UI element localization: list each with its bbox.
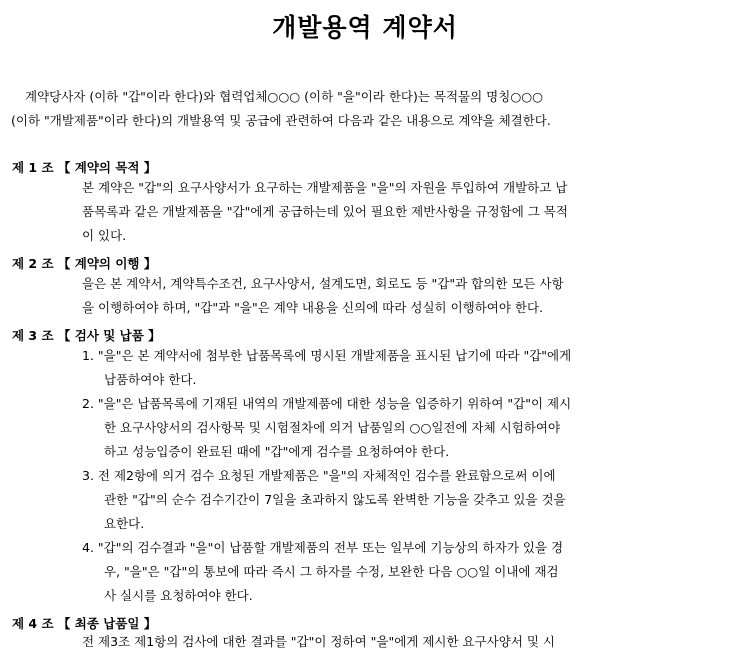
article-3-item-cont: 하고 성능입증이 완료된 때에 "갑"에게 검수를 요청하여야 한다. xyxy=(104,444,450,459)
article-3-item-cont: 납품하여야 한다. xyxy=(104,372,197,387)
article-3-item: 1. "을"은 본 계약서에 첨부한 납품목록에 명시된 개발제품을 표시된 납기에 따라 "갑"에게 xyxy=(82,348,572,363)
article-1-line: 본 계약은 "갑"의 요구사양서가 요구하는 개발제품을 "을"의 자원을 투입하여 개발하고 납 xyxy=(82,180,568,195)
article-4-heading: 제 4 조 【 최종 납품일 】 xyxy=(12,616,157,631)
article-3-item-cont: 우, "을"은 "갑"의 통보에 따라 즉시 그 하자를 수정, 보완한 다음 ○○일 이내에 재검 xyxy=(104,564,559,579)
article-3-item: 3. 전 제2항에 의거 검수 요청된 개발제품은 "을"의 자체적인 검수를 완료함으로써 이에 xyxy=(82,468,556,483)
article-3-item: 2. "을"은 납품목록에 기재된 내역의 개발제품에 대한 성능을 입증하기 위하여 "갑"이 제시 xyxy=(82,396,572,411)
document-title: 개발용역 계약서 xyxy=(272,13,458,42)
article-3-item-cont: 한 요구사양서의 검사항목 및 시험절차에 의거 납품일의 ○○일전에 자체 시험하여야 xyxy=(104,420,561,435)
article-3-item-cont: 사 실시를 요청하여야 한다. xyxy=(104,588,253,603)
article-2-line: 을 이행하여야 하며, "갑"과 "을"은 계약 내용을 신의에 따라 성실히 이행하여야 한다. xyxy=(82,300,544,315)
article-3-heading: 제 3 조 【 검사 및 납품 】 xyxy=(12,328,161,343)
article-4-line: 전 제3조 제1항의 검사에 대한 결과를 "갑"이 정하여 "을"에게 제시한 요구사양서 및 시 xyxy=(82,634,555,649)
article-3-item-cont: 요한다. xyxy=(104,516,145,531)
article-1-line: 품목록과 같은 개발제품을 "갑"에게 공급하는데 있어 필요한 제반사항을 규정함에 그 목적 xyxy=(82,204,568,219)
article-3-item-cont: 관한 "갑"의 순수 검수기간이 7일을 초과하지 않도록 완벽한 기능을 갖추고 있을 것을 xyxy=(104,492,566,507)
article-2-heading: 제 2 조 【 계약의 이행 】 xyxy=(12,256,157,271)
intro-line-1: 계약당사자 (이하 "갑"이라 한다)와 협력업체○○○ (이하 "을"이라 한다)는 목적물의 명칭○○○ xyxy=(25,89,544,104)
article-3-item: 4. "갑"의 검수결과 "을"이 납품할 개발제품의 전부 또는 일부에 기능상의 하자가 있을 경 xyxy=(82,540,564,555)
article-2-line: 을은 본 계약서, 계약특수조건, 요구사양서, 설계도면, 회로도 등 "갑"과 합의한 모든 사항 xyxy=(82,276,564,291)
intro-line-2: (이하 "개발제품"이라 한다)의 개발용역 및 공급에 관련하여 다음과 같은 내용으로 계약을 체결한다. xyxy=(11,113,551,128)
article-1-line: 이 있다. xyxy=(82,228,127,243)
article-1-heading: 제 1 조 【 계약의 목적 】 xyxy=(12,160,157,175)
